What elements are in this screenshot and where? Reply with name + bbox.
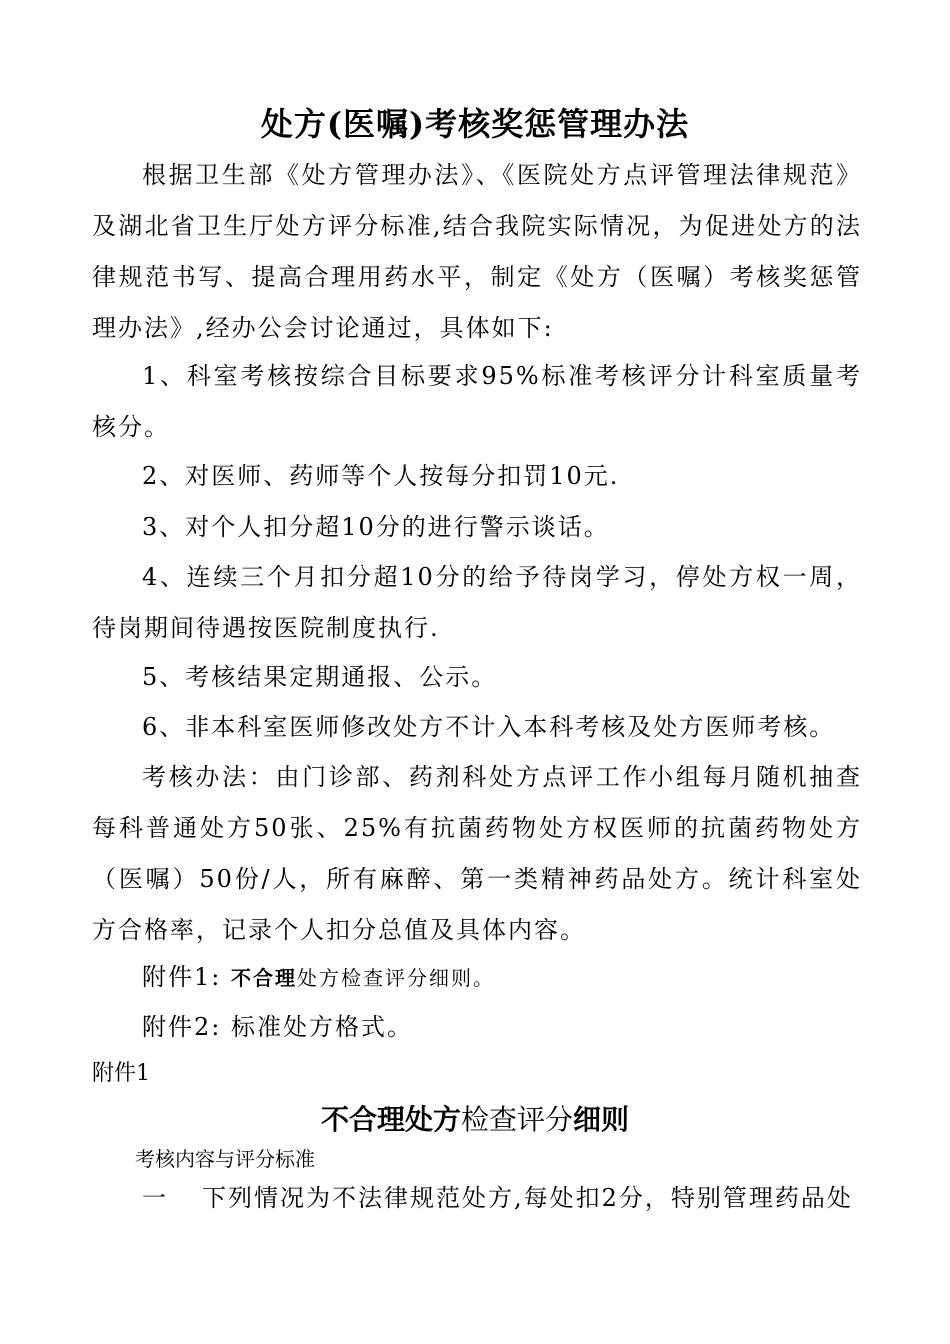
item-one-text: 下列情况为不法律规范处方,每处扣2分，特别管理药品处 <box>202 1184 853 1212</box>
attachment-1-prefix: 附件1: <box>142 963 231 991</box>
item-one-line <box>92 1178 882 1218</box>
sub-title <box>0 1098 950 1142</box>
method-paragraph: 考核办法：由门诊部、药剂科处方点评工作小组每月随机抽查每科普通处方50张、25%有抗菌药物处方权医师的抗菌药物处方（医嘱）50份/人，所有麻醉、第一类精神药品处方。统计科室处方合格率，记录个人扣分总值及具体内容。 <box>92 763 862 944</box>
attachment-label: 附件1 <box>92 1061 150 1086</box>
sub-title-part-3: 细则 <box>573 1103 630 1136</box>
attachment-1-bold: 不合理 <box>230 966 297 990</box>
rule-item-1: 1、科室考核按综合目标要求95%标准考核评分计科室质量考核分。 <box>92 362 862 441</box>
attachment-1-line <box>92 952 862 1004</box>
section-label: 考核内容与评分标准 <box>135 1147 315 1171</box>
item-one-number: 一 <box>142 1184 168 1212</box>
attachment-1-rest: 处方检查评分细则。 <box>296 966 495 990</box>
rule-item-5: 5、考核结果定期通报、公示。 <box>142 663 498 691</box>
sub-title-part-1: 不合理处方 <box>320 1103 461 1136</box>
sub-title-part-2: 检查评分 <box>460 1103 573 1136</box>
rule-item-6: 6、非本科室医师修改处方不计入本科考核及处方医师考核。 <box>142 713 836 741</box>
rule-item-2: 2、对医师、药师等个人按每分扣罚10元. <box>142 462 620 490</box>
rule-item-4: 4、连续三个月扣分超10分的给予待岗学习，停处方权一周，待岗期间待遇按医院制度执行. <box>92 563 862 642</box>
document-title: 处方(医嘱)考核奖惩管理办法 <box>260 105 690 143</box>
attachment-2-line: 附件2: 标准处方格式。 <box>142 1013 413 1041</box>
intro-paragraph: 根据卫生部《处方管理办法》、《医院处方点评管理法律规范》及湖北省卫生厅处方评分标准,结合我院实际情况，为促进处方的法律规范书写、提高合理用药水平，制定《处方（医嘱）考核奖惩管理办法》,经办公会讨论通过，具体如下: <box>92 161 862 342</box>
rule-item-3: 3、对个人扣分超10分的进行警示谈话。 <box>142 513 610 541</box>
